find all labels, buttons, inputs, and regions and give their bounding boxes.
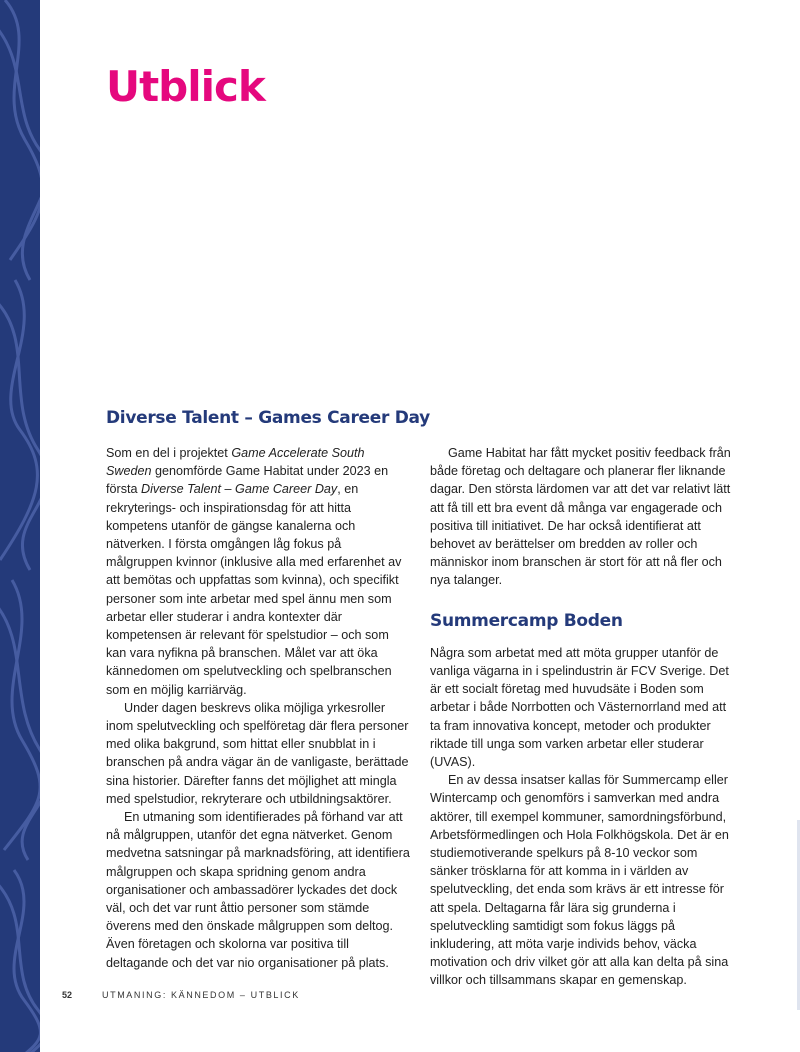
page-number: 52	[62, 990, 73, 1000]
paragraph: Några som arbetat med att möta grupper utanför de vanliga vägarna in i spelindustrin är FCV Sverige. Det är ett socialt företag med huvudsäte i Boden som arbetar i både Norrbotten och Västernorrland med att ta fram innovativa koncept, metoder och produkter riktade till unga som varken arbetar eller studerar (UVAS).	[430, 645, 729, 770]
text-run: Som en del i projektet	[106, 446, 232, 460]
text-run: genomförde Game Habitat under 2023 en första	[106, 464, 389, 497]
paragraph: Under dagen beskrevs olika möjliga yrkesroller inom spelutveckling och spelföretag där flera personer med olika bakgrund, som hittat eller snubblat in i branschen på andra vägar än de vanligaste, berättade sina historier. Därefter fanns det möjlighet att mingla med spelstudior, rekryterare och utbildningsaktörer.	[106, 700, 409, 806]
section-heading-diverse-talent: Diverse Talent – Games Career Day	[106, 408, 430, 428]
paragraph: Game Habitat har fått mycket positiv feedback från både företag och deltagare och planerar fler liknande dagar. Den största lärdomen var att det var relativt lätt att få till ett bra event då många var engagerade och positiva till initiativet. De har också identifierat att behovet av berättelser om bredden av roller och människor inom branschen är stort för att nå fler och nya talanger.	[430, 446, 731, 588]
italic-text: Diverse Talent – Game Career Day	[141, 482, 338, 497]
text-column-right	[430, 444, 736, 990]
decorative-side-band	[0, 0, 40, 1052]
wave-pattern-icon	[0, 0, 40, 1052]
running-head: UTMANING: KÄNNEDOM – UTBLICK	[102, 990, 300, 1000]
paragraph	[106, 444, 410, 699]
paragraph: En utmaning som identifierades på förhand var att nå målgruppen, utanför det egna nätverket. Genom medvetna satsningar på marknadsföring, att identifiera målgruppen och skapa spridning genom andra organisationer och ambassadörer lyckades det dock väl, och det var runt åttio personer som stämde överens med den önskade målgruppen som deltog. Även företagen och skolorna var positiva till deltagande och det var nio organisationer på plats.	[106, 810, 410, 970]
page-footer	[62, 990, 300, 1000]
text-run: , en rekryterings- och inspirationsdag för att hitta kompetens utanför de gängse kanalerna och nätverken. I första omgången låg fokus på målgruppen kvinnor (inklusive alla med erfarenhet av att bemötas och uppfattas som kvinna), och specifikt personer som inte arbetar med spel ännu men som arbetar eller studerar i andra kontexter där kompetensen är relevant för spelstudior – och som kan vara nyfikna på branschen. Målet var att öka kännedomen om spelutveckling och spelbranschen som en möjlig karriärväg.	[106, 482, 402, 697]
section-heading-summercamp: Summercamp Boden	[430, 610, 623, 631]
text-column-left	[106, 444, 410, 972]
paragraph: En av dessa insatser kallas för Summercamp eller Wintercamp och genomförs i samverkan med andra aktörer, till exempel kommuner, samordningsförbund, Arbetsförmedlingen och Hola Folkhögskola. Det är en studiemotiverande spelkurs på 8-10 veckor som sänker trösklarna för att komma in i världen av spelutveckling, det enda som krävs är ett intresse för att spela. Deltagarna får lära sig grunderna i spelutveckling samtidigt som fokus läggs på inkludering, att möta varje individs behov, väcka motivation och driv vilket gör att alla kan delta på sina villkor och tillsammans skapar en gemenskap.	[430, 773, 729, 988]
page-title: Utblick	[106, 62, 265, 111]
italic-text: Game Accelerate South Sweden	[106, 446, 365, 479]
